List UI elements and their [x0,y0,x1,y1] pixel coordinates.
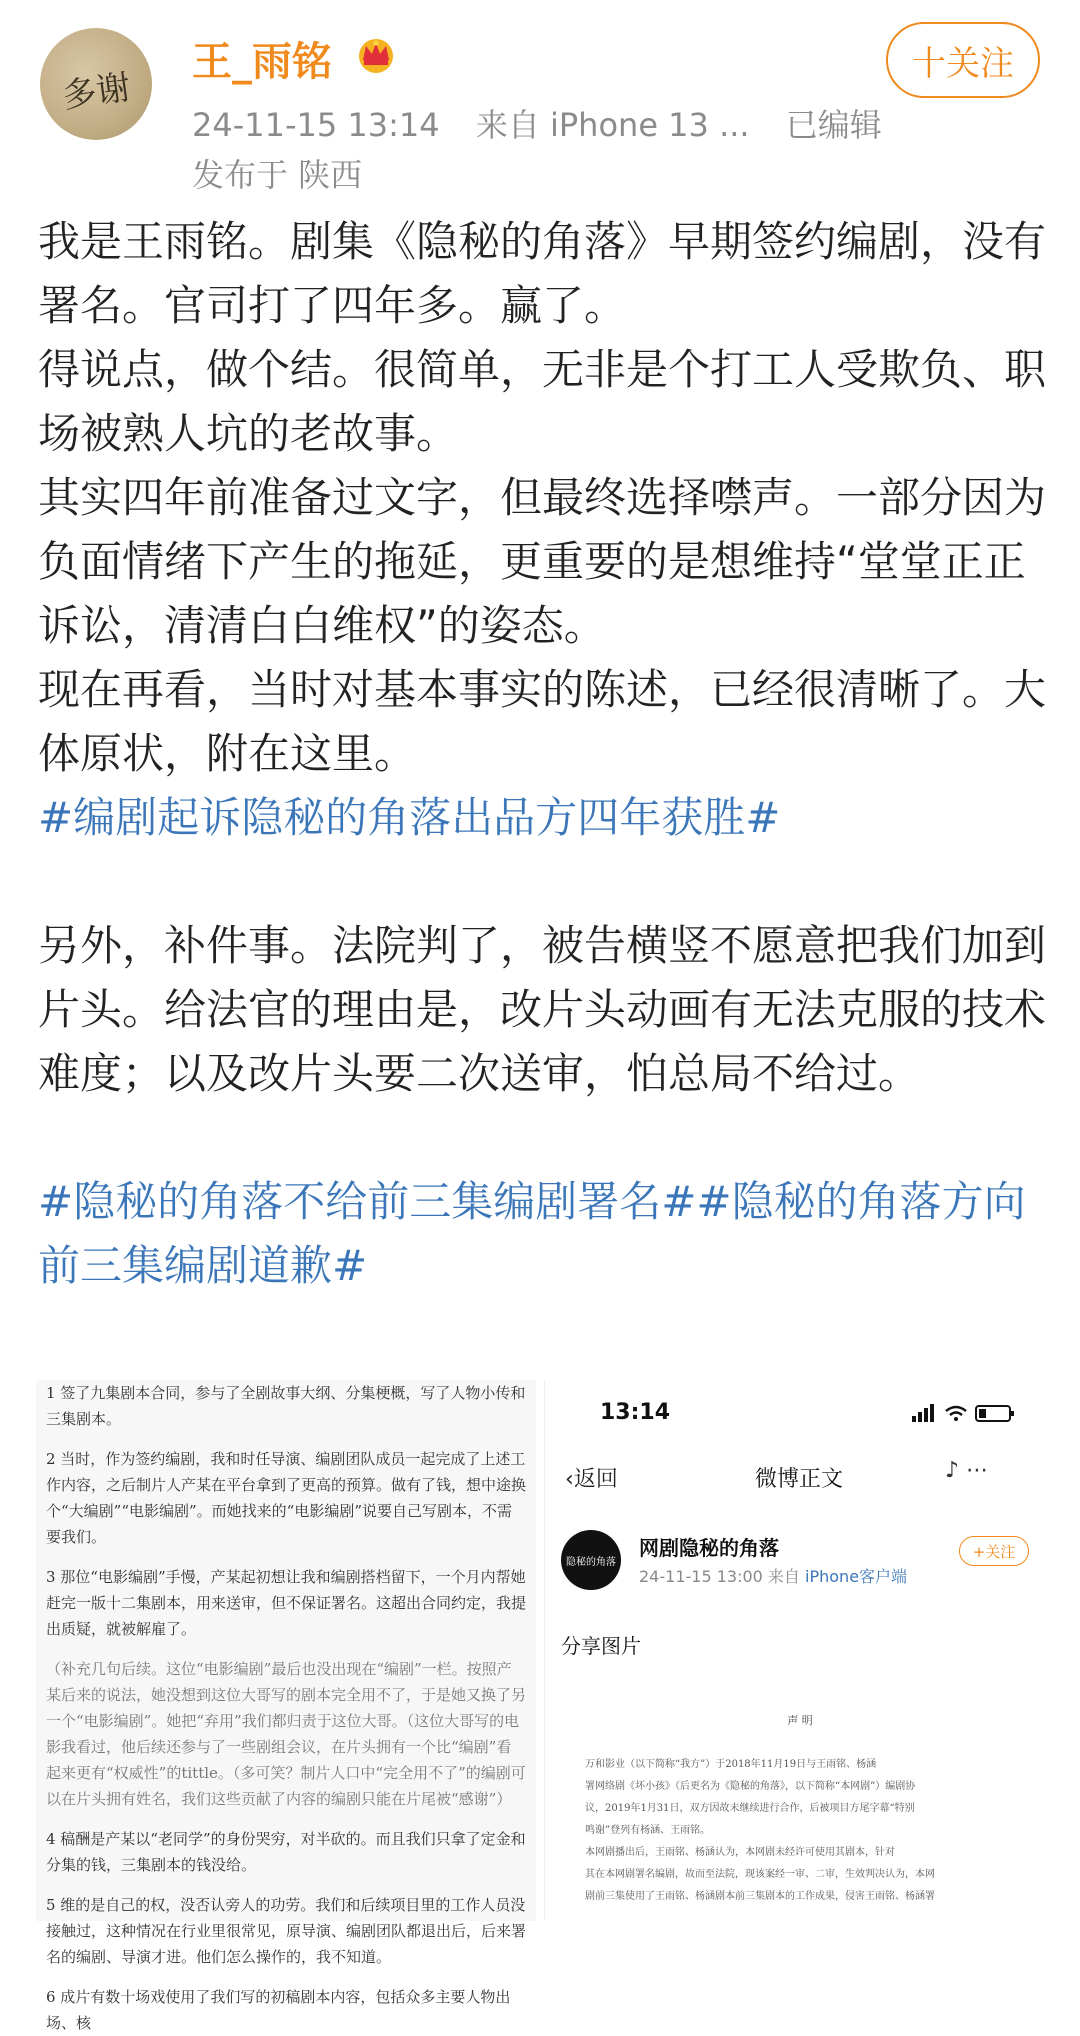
declaration-line: 署网络剧《坏小孩》（后更名为《隐秘的角落》，以下简称“本网剧”）编剧协 [585,1781,916,1792]
statement-item: 4 稿酬是产某以“老同学”的身份哭穷，对半砍的。而且我们只拿了定金和分集的钱，三集剧本的钱没给。 [46,1830,526,1874]
statement-item: （补充几句后续。这位“电影编剧”最后也没出现在“编剧”一栏。按照产某后来的说法，她没想到这位大哥写的剧本完全用不了，于是她又换了另一个“电影编剧”。她把“弃用”我们都归责于这位大哥。（这位大哥写的电影我看过，他后续还参与了一些剧组会议，在片头拥有一个比“编剧”看起来更有“权威性”的tittle。（多可笑？制片人口中“完全用不了”的编剧可以在片头拥有姓名，我们这些贡献了内容的编剧只能在片尾被“感谢”） [46,1660,527,1808]
spacer [38,850,1048,914]
status-bar-icons [910,1402,1020,1424]
source-prefix: 来自 [767,1567,800,1586]
account-avatar[interactable]: 隐秘的角落 [561,1530,621,1590]
phone-user-row [561,1530,1031,1610]
declaration-line: 万和影业（以下简称“我方”）于2018年11月19日与王雨铭、杨涵 [585,1759,877,1770]
post-paragraph: 得说点，做个结。很简单，无非是个打工人受欺负、职场被熟人坑的老故事。 [38,345,1047,458]
follow-button[interactable]: 十关注 [886,22,1040,98]
attached-image-screenshot[interactable] [544,1380,1045,1921]
statement-item: 3 那位“电影编剧”手慢，产某起初想让我和编剧搭档留下，一个月内帮她赶完一版十二集剧本，用来送审，但不保证署名。这超出合同约定，我提出质疑，就被解雇了。 [46,1568,527,1638]
declaration-line: 其在本网剧署名编剧，故而至法院，现该案经一审、二审，生效判决认为，本网 [585,1869,935,1880]
phone-time: 13:14 [600,1400,671,1425]
declaration-line: 鸣谢”登列有杨涵、王雨铭。 [585,1825,711,1836]
post-date: 24-11-15 13:14 [192,106,440,144]
author-avatar[interactable] [40,28,152,140]
post-meta [192,100,908,146]
post-source: 来自 iPhone 13 ... [475,106,750,144]
statement-item: 2 当时，作为签约编剧，我和时任导演、编剧团队成员一起完成了上述工作内容，之后制片人产某在平台拿到了更高的预算。做有了钱，想中途换个“大编剧”“电影编剧”。而她找来的“电影编剧”说要自己写剧本，不需要我们。 [46,1450,527,1546]
post-paragraph: 另外，补件事。法院判了，被告横竖不愿意把我们加到片头。给法官的理由是，改片头动画有无法克服的技术难度；以及改片头要二次送审，怕总局不给过。 [38,921,1047,1098]
phone-navbar [545,1450,1045,1510]
statement-item: 5 维的是自己的权，没否认旁人的功劳。我们和后续项目里的工作人员没接触过，这种情况在行业里很常见，原导演、编剧团队都退出后，后来署名的编剧、导演才进。他们怎么操作的，我不知道。 [46,1896,527,1966]
phone-follow-button[interactable]: +关注 [959,1536,1029,1566]
hashtag-link[interactable]: #隐秘的角落不给前三集编剧署名##隐秘的角落方向前三集编剧道歉# [38,1177,1026,1290]
spacer [38,1106,1048,1170]
post-paragraph: 其实四年前准备过文字，但最终选择噤声。一部分因为负面情绪下产生的拖延，更重要的是想维持“堂堂正正诉讼，清清白白维权”的姿态。 [38,473,1047,650]
hashtag-link[interactable]: #编剧起诉隐秘的角落出品方四年获胜# [38,793,781,842]
post-body [38,210,1048,1298]
attached-image-statement[interactable] [36,1380,536,2032]
declaration-title: 声 明 [787,1714,813,1727]
statement-item: 6 成片有数十场戏使用了我们写的初稿剧本内容，包括众多主要人物出场、核 [46,1988,511,2032]
declaration-document [585,1710,1015,1930]
post-location: 发布于 陕西 [192,156,363,194]
crown-icon [354,34,398,74]
declaration-line: 议，2019年1月31日，双方因故未继续进行合作，后被项目方尾字幕“特别 [585,1803,915,1814]
back-button[interactable]: ‹返回 [565,1467,618,1492]
avatar-signature: 多谢 [60,67,133,117]
declaration-line: 剧前三集使用了王雨铭、杨涵剧本前三集剧本的工作成果，侵害王雨铭、杨涵署 [585,1891,935,1902]
post-paragraph: 我是王雨铭。剧集《隐秘的角落》早期签约编剧，没有署名。官司打了四年多。赢了。 [38,217,1047,330]
post-paragraph: 现在再看，当时对基本事实的陈述，已经很清晰了。大体原状，附在这里。 [38,665,1047,778]
declaration-line: 本网剧播出后，王雨铭、杨涵认为，本网剧未经许可使用其剧本，针对 [585,1847,895,1858]
phone-post-time: 24-11-15 13:00 [639,1567,763,1586]
share-text: 分享图片 [561,1634,641,1658]
more-icon[interactable]: ♪ ⋯ [945,1458,989,1483]
statement-item: 1 签了九集剧本合同，参与了全剧故事大纲、分集梗概，写了人物小传和三集剧本。 [46,1384,526,1428]
source-client[interactable]: iPhone客户端 [805,1567,908,1586]
author-name[interactable]: 王_雨铭 [192,39,332,85]
post-header [0,0,1080,194]
edited-label: 已编辑 [785,106,882,144]
account-meta [639,1564,907,1587]
back-label: 返回 [573,1467,618,1492]
phone-title: 微博正文 [755,1467,844,1492]
account-name[interactable]: 网剧隐秘的角落 [639,1536,779,1560]
